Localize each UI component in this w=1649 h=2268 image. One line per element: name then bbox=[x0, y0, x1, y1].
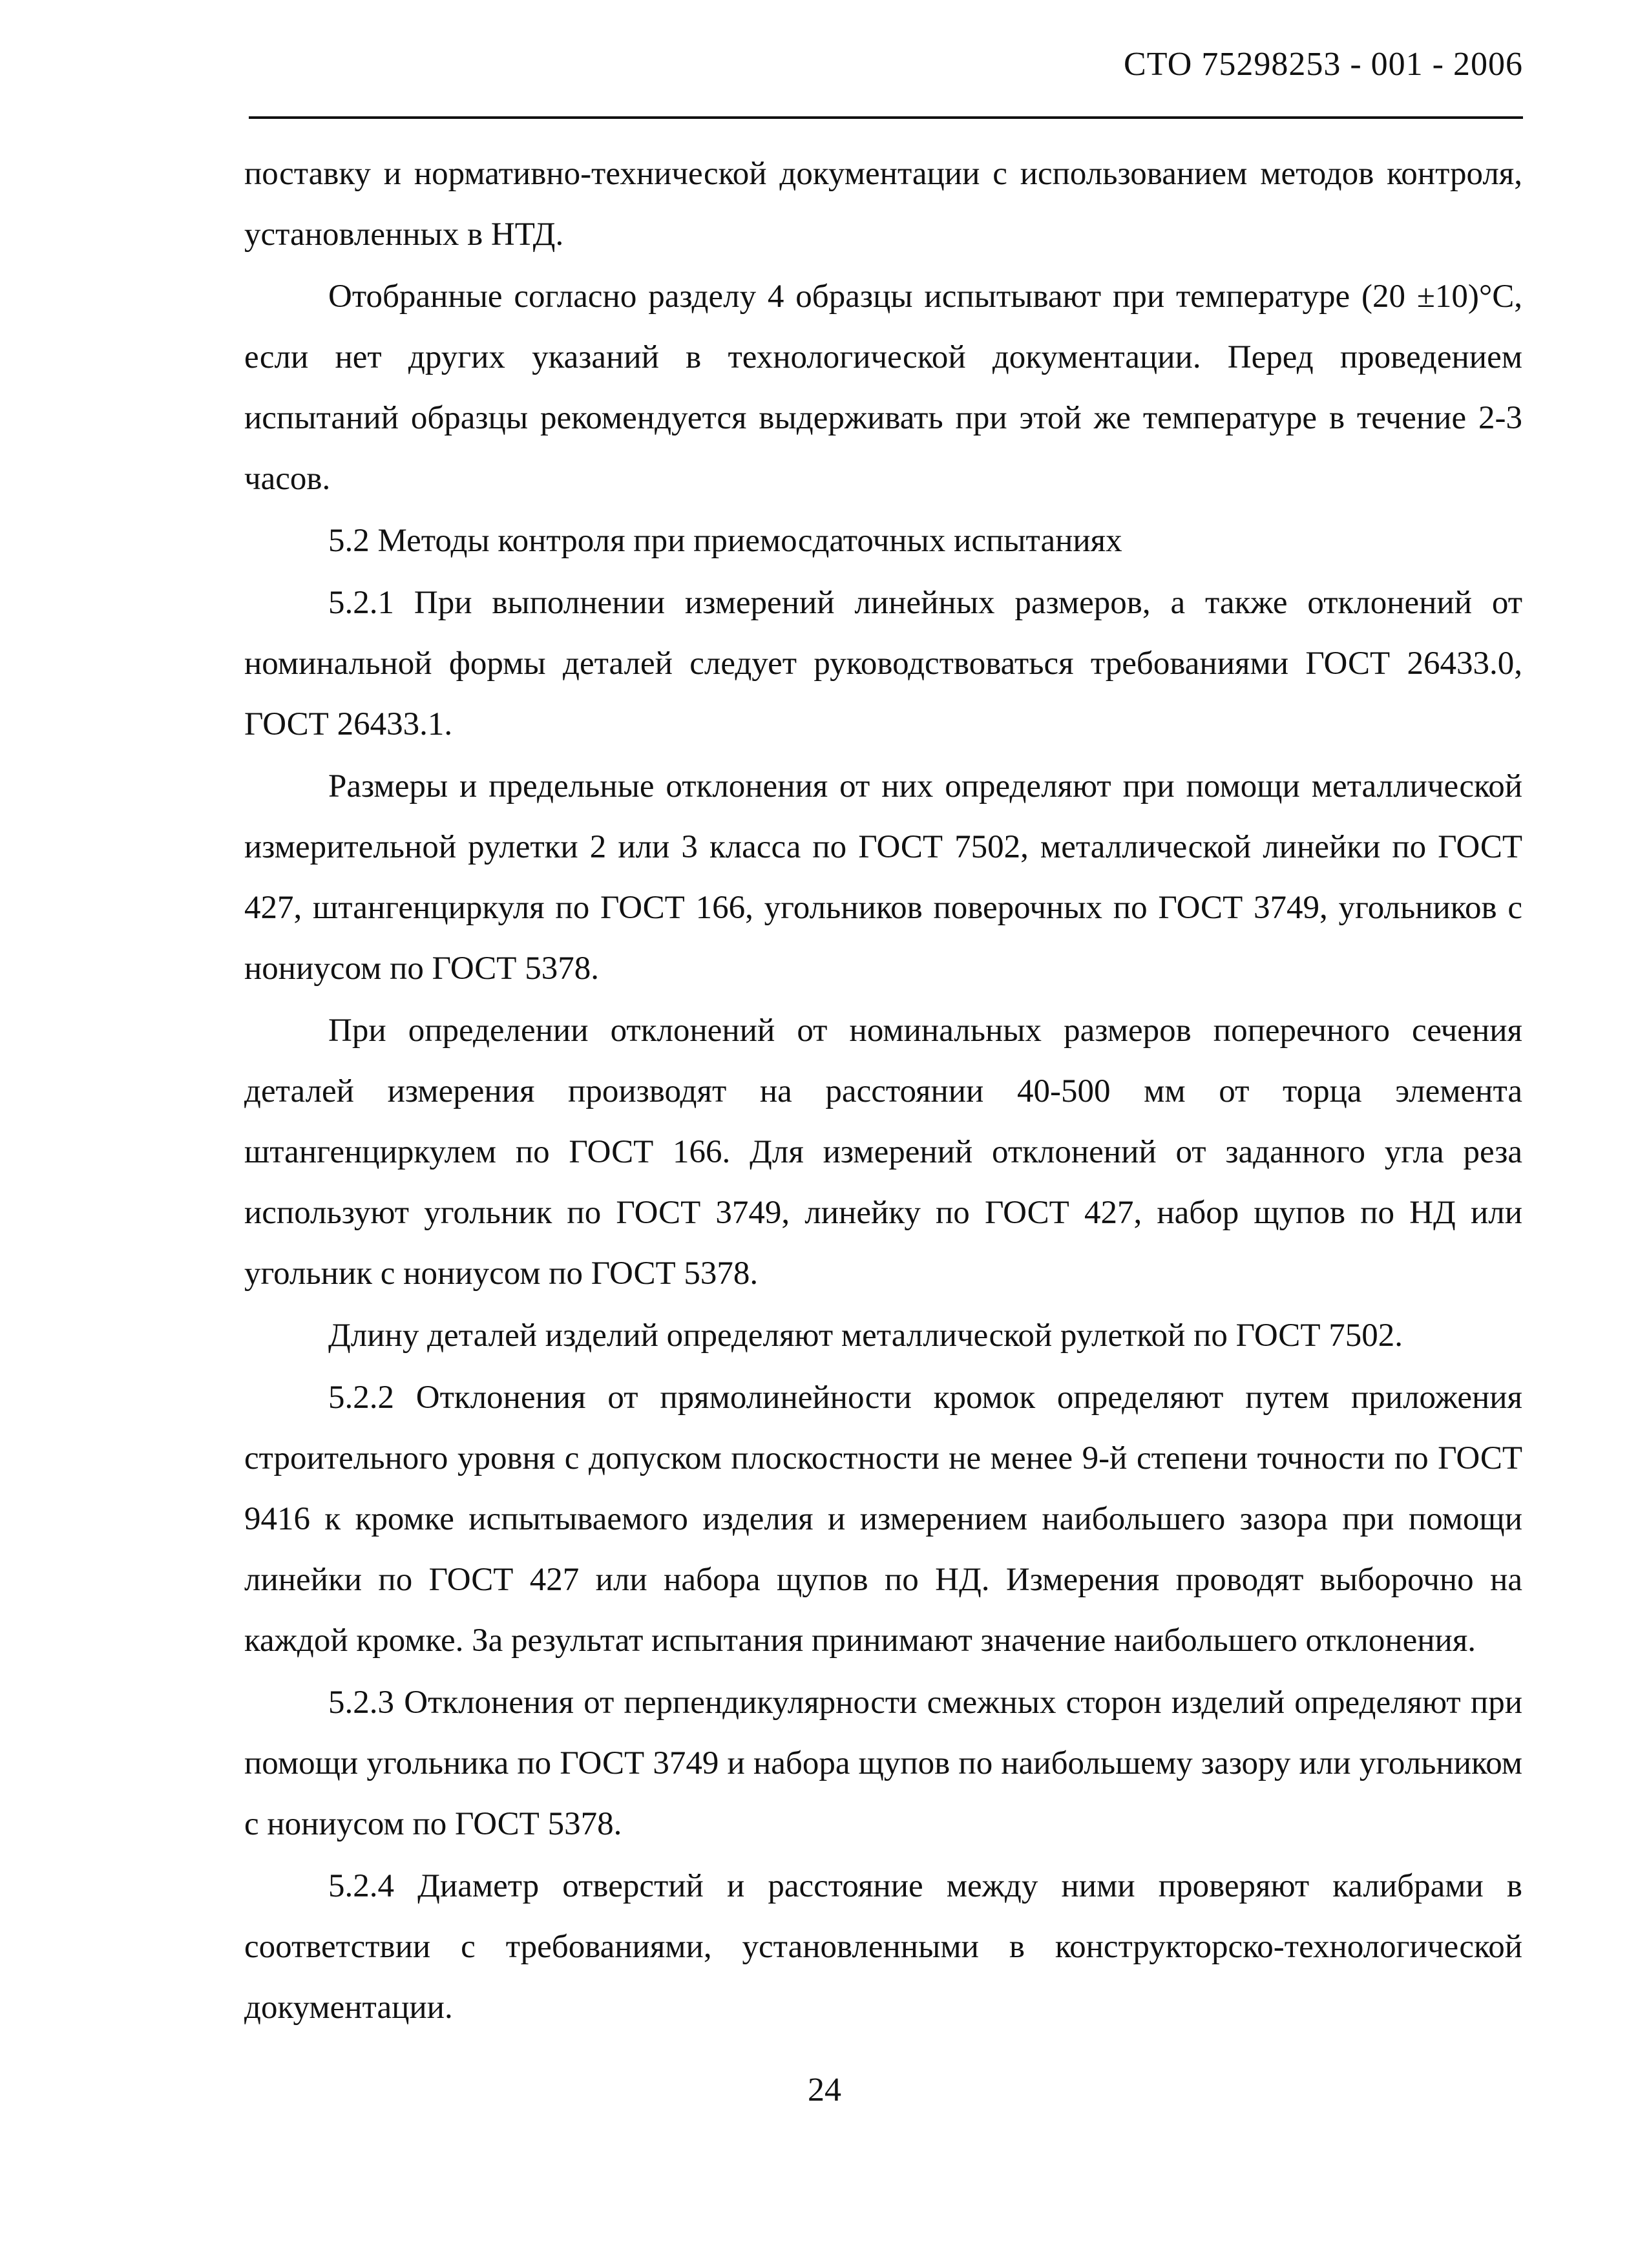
paragraph-length: Длину деталей изделий определяют металлической рулеткой по ГОСТ 7502. bbox=[328, 1318, 1403, 1354]
paragraph-5-2-2: 5.2.2 Отклонения от прямолинейности кромок определяют путем приложения строительного уровня с допуском плоскостности не менее 9-й степени точности по ГОСТ 9416 к кромке испытываемого изделия и измерением наибольшего зазора при помощи линейки по ГОСТ 427 или набора щупов по НД. Измерения проводят выборочно на каждой кромке. За результат испытания принимают значение наибольшего отклонения. bbox=[244, 1380, 1522, 1659]
paragraph-1: поставку и нормативно-технической документации с использованием методов контроля, установленных в НТД. bbox=[244, 156, 1522, 253]
section-heading-5-2: 5.2 Методы контроля при приемосдаточных испытаниях bbox=[328, 523, 1122, 559]
paragraph-5-2-1: 5.2.1 При выполнении измерений линейных размеров, а также отклонений от номинальной формы деталей следует руководствоваться требованиями ГОСТ 26433.0, ГОСТ 26433.1. bbox=[244, 585, 1522, 742]
paragraph-5-2-3: 5.2.3 Отклонения от перпендикулярности смежных сторон изделий определяют при помощи угольника по ГОСТ 3749 и набора щупов по наибольшему зазору или угольником с нониусом по ГОСТ 5378. bbox=[244, 1685, 1522, 1842]
header-divider bbox=[249, 116, 1523, 119]
document-code: СТО 75298253 - 001 - 2006 bbox=[1124, 46, 1523, 83]
page-body bbox=[244, 143, 1522, 2039]
paragraph-sizes: Размеры и предельные отклонения от них определяют при помощи металлической измерительной рулетки 2 или 3 класса по ГОСТ 7502, металлической линейки по ГОСТ 427, штангенциркуля по ГОСТ 166, угольников поверочных по ГОСТ 3749, угольников с нониусом по ГОСТ 5378. bbox=[244, 768, 1522, 987]
paragraph-5-2-4: 5.2.4 Диаметр отверстий и расстояние между ними проверяют калибрами в соответствии с требованиями, установленными в конструкторско-технологической документации. bbox=[244, 1868, 1522, 2026]
page-number: 24 bbox=[808, 2072, 841, 2108]
paragraph-2: Отобранные согласно разделу 4 образцы испытывают при температуре (20 ±10)°С, если нет других указаний в технологической документации. Перед проведением испытаний образцы рекомендуется выдерживать при этой же температуре в течение 2-3 часов. bbox=[244, 278, 1522, 497]
paragraph-deviations: При определении отклонений от номинальных размеров поперечного сечения деталей измерения производят на расстоянии 40-500 мм от торца элемента штангенциркулем по ГОСТ 166. Для измерений отклонений от заданного угла реза используют угольник по ГОСТ 3749, линейку по ГОСТ 427, набор щупов по НД или угольник с нониусом по ГОСТ 5378. bbox=[244, 1013, 1522, 1292]
